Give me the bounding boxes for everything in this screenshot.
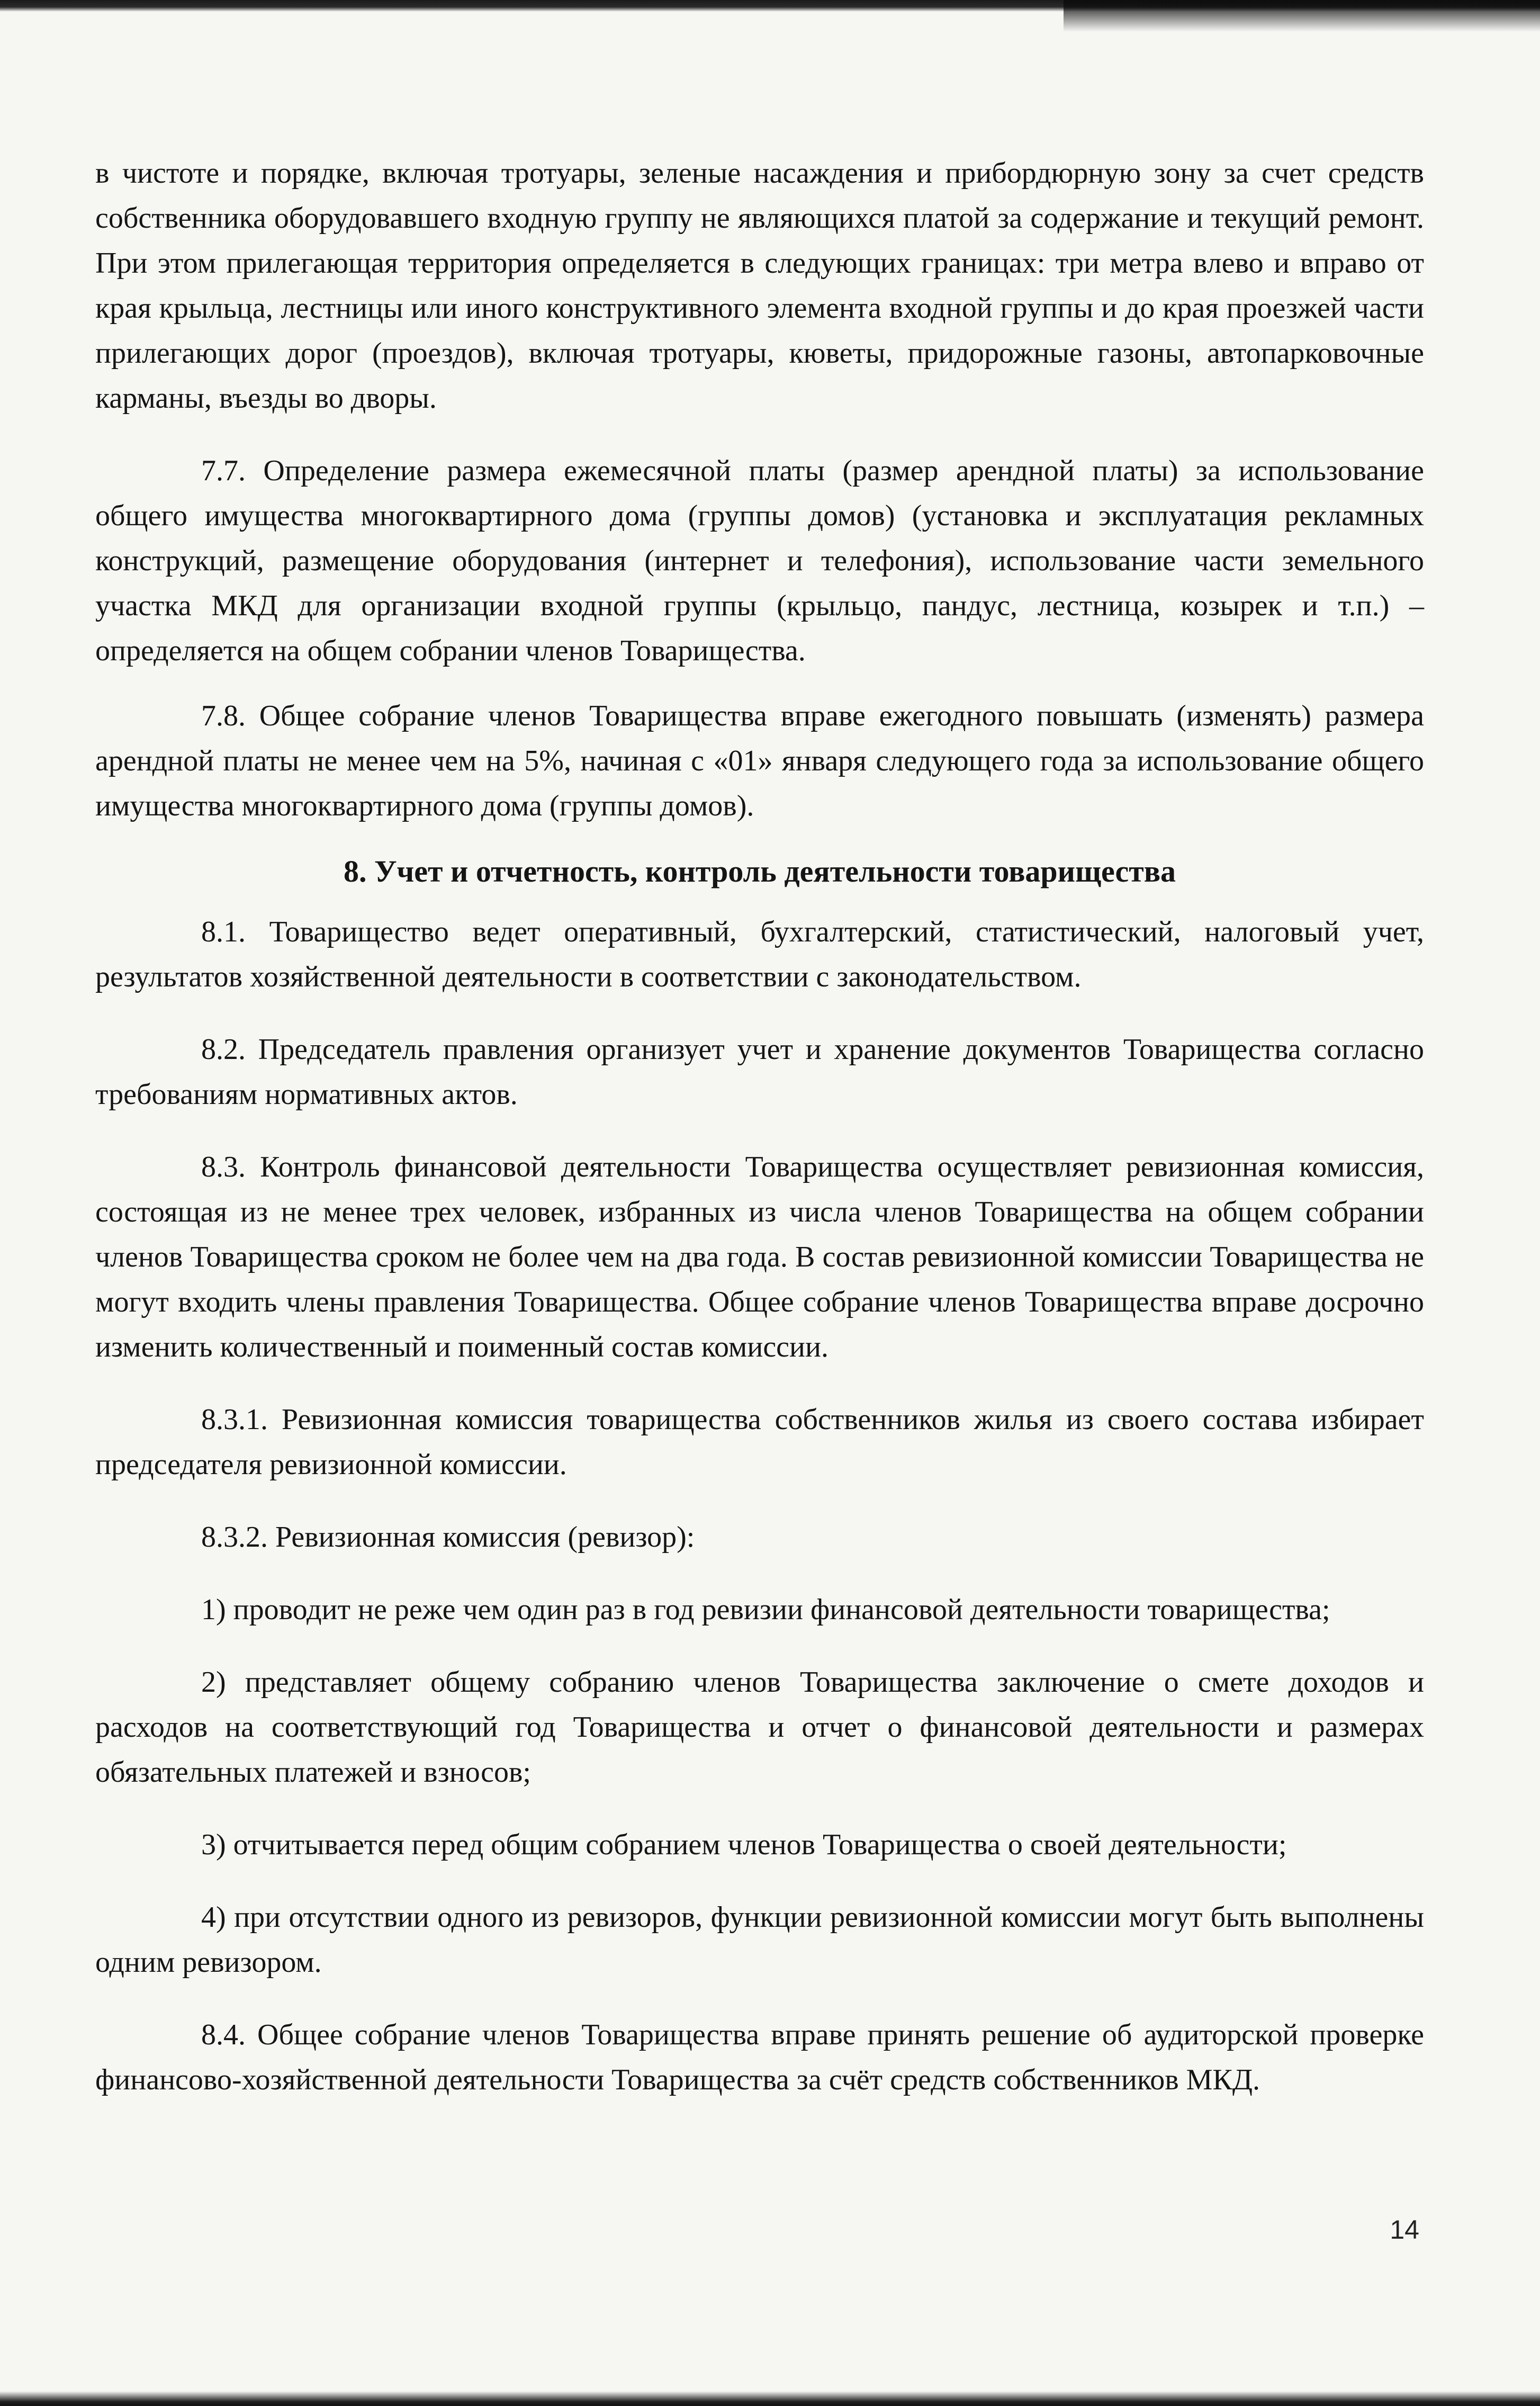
scan-border-top: [0, 0, 1540, 12]
paragraph-7-8: 7.8. Общее собрание членов Товарищества вправе ежегодного повышать (изменять) размера арендной платы не менее чем на 5%, начиная с «01» января следующего года за использование общего имущества многоквартирного дома (группы домов).: [95, 699, 1424, 822]
list-item-3: 3) отчитывается перед общим собранием членов Товарищества о своей деятельности;: [201, 1828, 1287, 1861]
paragraph-8-3-2: 8.3.2. Ревизионная комиссия (ревизор):: [201, 1521, 695, 1554]
paragraph-8-3: 8.3. Контроль финансовой деятельности Товарищества осуществляет ревизионная комиссия, состоящая из не менее трех человек, избранных из числа членов Товарищества на общем собрании членов Товарищества сроком не более чем на два года. В состав ревизионной комиссии Товарищества не могут входить члены правления Товарищества. Общее собрание членов Товарищества вправе досрочно изменить количественный и поименный состав комиссии.: [95, 1151, 1424, 1363]
list-item-1: 1) проводит не реже чем один раз в год ревизии финансовой деятельности товарищества;: [201, 1593, 1330, 1626]
scan-border-bottom: [0, 2391, 1540, 2406]
page-number: 14: [1390, 2215, 1419, 2245]
paragraph-8-4: 8.4. Общее собрание членов Товарищества вправе принять решение об аудиторской проверке финансово-хозяйственной деятельности Товарищества за счёт средств собственников МКД.: [95, 2018, 1424, 2096]
list-item-4: 4) при отсутствии одного из ревизоров, функции ревизионной комиссии могут быть выполнены одним ревизором.: [95, 1901, 1424, 1979]
paragraph-8-1: 8.1. Товарищество ведет оперативный, бухгалтерский, статистический, налоговый учет, результатов хозяйственной деятельности в соответствии с законодательством.: [95, 915, 1424, 993]
section-8-heading: 8. Учет и отчетность, контроль деятельности товарищества: [343, 854, 1176, 888]
document-page: [95, 151, 1424, 2103]
paragraph-8-2: 8.2. Председатель правления организует учет и хранение документов Товарищества согласно требованиям нормативных актов.: [95, 1033, 1424, 1111]
list-item-2: 2) представляет общему собранию членов Товарищества заключение о смете доходов и расходов на соответствующий год Товарищества и отчет о финансовой деятельности и размерах обязательных платежей и взносов;: [95, 1666, 1424, 1789]
paragraph-7-6-continuation: в чистоте и порядке, включая тротуары, зеленые насаждения и прибордюрную зону за счет средств собственника оборудовавшего входную группу не являющихся платой за содержание и текущий ремонт. При этом прилегающая территория определяется в следующих границах: три метра влево и вправо от края крыльца, лестницы или иного конструктивного элемента входной группы и до края проезжей части прилегающих дорог (проездов), включая тротуары, кюветы, придорожные газоны, автопарковочные карманы, въезды во дворы.: [95, 157, 1424, 415]
paragraph-7-7: 7.7. Определение размера ежемесячной платы (размер арендной платы) за использование общего имущества многоквартирного дома (группы домов) (установка и эксплуатация рекламных конструкций, размещение оборудования (интернет и телефония), использование части земельного участка МКД для организации входной группы (крыльцо, пандус, лестница, козырек и т.п.) – определяется на общем собрании членов Товарищества.: [95, 454, 1424, 667]
paragraph-8-3-1: 8.3.1. Ревизионная комиссия товарищества собственников жилья из своего состава избирает председателя ревизионной комиссии.: [95, 1403, 1424, 1481]
